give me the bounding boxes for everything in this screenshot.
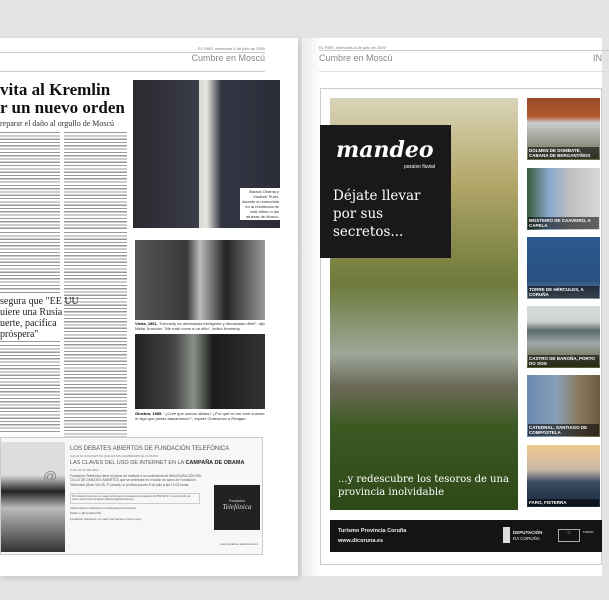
ad-twitter[interactable]: Twitter a @FundacionTef — [70, 511, 101, 515]
ad-title: LOS DEBATES ABIERTOS DE FUNDACIÓN TELEFÓNICA — [70, 446, 230, 452]
eu-flag-icon: ☆ — [558, 529, 580, 542]
section-title-right: IN — [593, 53, 602, 63]
ad-footer-url[interactable]: www.fundacion.telefonica.com — [220, 542, 258, 546]
body-column — [0, 344, 60, 432]
thumb-dolmen: DOLMEN DE DOMBATE, CABANA DE BERGANTIÑOS — [527, 98, 600, 160]
thumb-cathedral: CATEDRAL, SANTIAGO DE COMPOSTELA — [527, 375, 600, 437]
photo-caption: Barack Obama y Vladímir Putin, durante su entrevista en la residencia de este último a las afueras de Moscú. — [241, 189, 279, 219]
section-title: Cumbre en Moscú — [319, 53, 393, 63]
photo-caption: Viena, 1961. "Kennedy es demasiado inteligente y demasiado débil", dijo Nikita Jruschov. "Me trató como a un niño", indicó Kennedy. — [135, 321, 265, 331]
page-date: EL PAÍS, miércoles 8 de julio de 2009 — [198, 46, 265, 51]
photo-geneva-1985 — [135, 334, 265, 409]
pull-quote: segura que "EE UU uiere una Rusia uerte, pacífica próspera" — [0, 296, 79, 340]
deputacion-sublabel: DA CORUÑA — [513, 536, 540, 541]
headline-line-1: vita al Kremlin — [0, 80, 111, 99]
footer-name: Turismo Provincia Coruña — [338, 528, 407, 534]
thumb-fisterra: FARO, FISTERRA — [527, 445, 600, 507]
slogan: Déjate llevar por sus secretos... — [333, 188, 421, 240]
photo-vienna-1961 — [135, 240, 265, 320]
ad-headline: LAS CLAVES DEL USO DE INTERNET EN LA CAMPAÑA DE OBAMA — [70, 460, 245, 466]
ad-date: 9 DE JULIO DE 2009 — [70, 468, 99, 472]
body-column — [0, 131, 60, 229]
thumb-castro: CASTRO DE BAROÑA, PORTO DO SON — [527, 306, 600, 368]
body-column — [0, 231, 60, 291]
page-date: EL PAÍS, miércoles 8 de julio de 2009 — [319, 45, 386, 50]
mandeo-brand-box — [320, 125, 451, 258]
at-sign-icon: @ — [43, 468, 58, 484]
footer-url[interactable]: www.dicoruna.es — [338, 538, 384, 544]
telefonica-logo: Fundación Telefónica — [214, 485, 260, 530]
tagline: ...y redescubre los tesoros de una provincia inolvidable — [338, 474, 509, 498]
thumb-lighthouse: TORRE DE HÉRCULES, A CORUÑA — [527, 237, 600, 299]
coat-of-arms-icon — [503, 527, 510, 543]
capitol-dome-image — [1, 442, 65, 552]
brand-subtitle: paraíso fluvial — [404, 164, 435, 170]
photo-caption: Ginebra, 1985. "¿Cree que somos idiotas? ¿Por qué no me cree cuando le digo que jamás atacaremos?", espetó Gorbachov a Reagan. — [135, 411, 265, 421]
ad-subtitle: CICLO 10 CONCEPTOS QUE ESTÁN CAMBIANDO EL FUTURO — [70, 454, 159, 458]
subheadline: reparar el daño al orgullo de Moscú — [0, 119, 115, 128]
mandeo-logo: mandeo — [336, 137, 434, 163]
ad-footer-bar — [330, 520, 602, 552]
telefonica-ad[interactable] — [0, 437, 263, 555]
ad-body: Fundación Telefónica tiene el placer de invitarle a la conferencia de INAUGURACIÓN DEL CICLO DE DEBATES ABIERTOS que se celebrará en el salón de actos de Fundación Telefónica (Gran Vía 28, 2ª planta), el próximo jueves 9 de julio a las 12.00 horas. — [70, 474, 202, 487]
eu-label: FONDO — [583, 530, 594, 534]
deputacion-label: DEPUTACIÓN — [513, 530, 543, 535]
thumb-monastery: MOSTEIRO DE CAAVEIRO, A CAPELA — [527, 168, 600, 230]
section-title: Cumbre en Moscú — [191, 53, 265, 63]
body-column — [64, 131, 127, 229]
ad-footer: Fundación Telefónica. Un paso más hacia un futuro mejor — [70, 517, 142, 521]
ad-note: Por limitación de aforo se ruega confirmación de asistencia al teléfono 91 584 89 02 o a la dirección de correo electrónico fundacion.telefonica@telefonica.es — [70, 493, 200, 504]
left-page — [0, 38, 298, 576]
headline-line-2: r un nuevo orden — [0, 98, 125, 117]
ad-link[interactable]: www.fundacion.telefonica.com/debatesyconocimiento — [70, 506, 137, 510]
